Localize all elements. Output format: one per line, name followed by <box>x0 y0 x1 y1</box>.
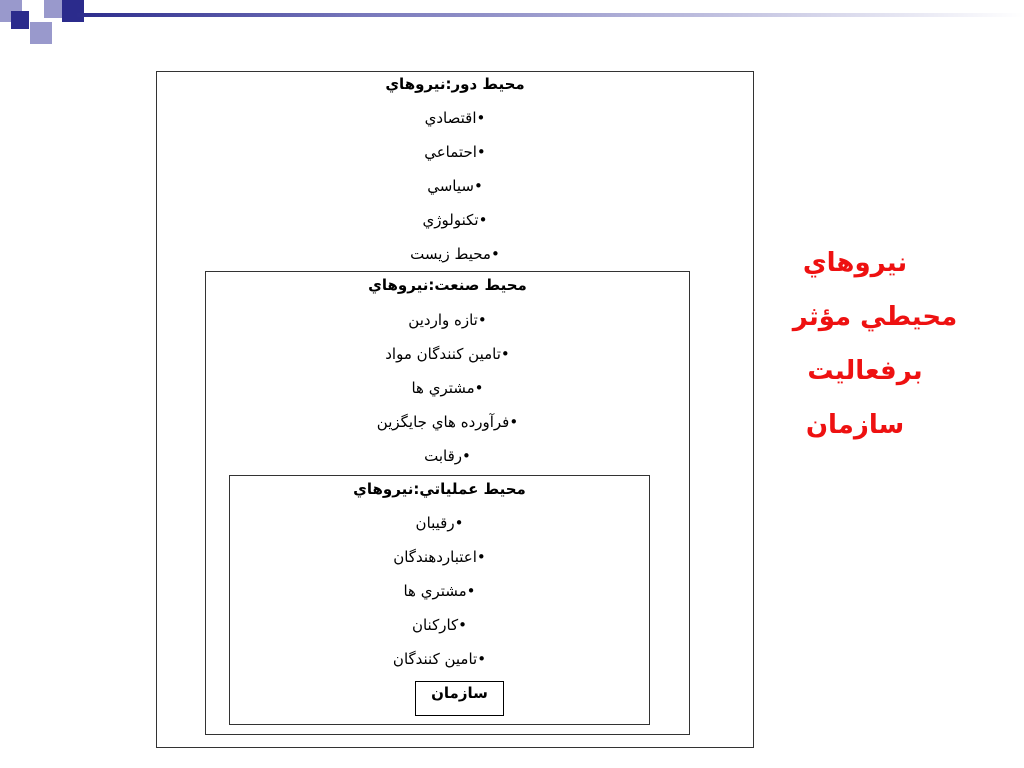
side-caption-line: سازمان <box>805 410 905 440</box>
remote-item: •سياسي <box>427 177 483 195</box>
industry-item: •فرآورده هاي جايگزين <box>376 413 519 431</box>
remote-item: •احتماعي <box>424 143 486 161</box>
remote-item: •تكنولوژي <box>422 211 488 229</box>
industry-item: •تازه واردين <box>408 311 487 329</box>
remote-item: •اقتصادي <box>424 109 486 127</box>
side-caption-line: محيطي مؤثر <box>792 302 958 332</box>
organization-box <box>415 681 504 716</box>
corner-square <box>44 0 62 18</box>
corner-square <box>30 22 52 44</box>
side-caption-line: برفعاليت <box>807 356 923 386</box>
side-caption-line: نيروهاي <box>802 248 908 278</box>
industry-item: •تامين كنندگان مواد <box>385 345 510 363</box>
operational-item: •رقيبان <box>415 514 464 532</box>
industry-item: •مشتري ها <box>411 379 484 397</box>
remote-item: •محيط زيست <box>410 245 500 263</box>
organization-label: سازمان <box>431 684 488 702</box>
industry-item: •رقابت <box>424 447 471 465</box>
corner-square <box>62 0 84 22</box>
operational-item: •كاركنان <box>411 616 468 634</box>
remote-environment-title: محيط دور:نيروهاي <box>385 75 525 93</box>
operational-environment-title: محيط عملياتي:نيروهاي <box>353 480 526 498</box>
operational-item: •تامين كنندگان <box>392 650 487 668</box>
operational-item: •مشتري ها <box>403 582 476 600</box>
industry-environment-title: محيط صنعت:نيروهاي <box>368 276 527 294</box>
header-gradient-bar <box>75 13 1024 17</box>
corner-square <box>11 11 29 29</box>
operational-item: •اعتباردهندگان <box>393 548 486 566</box>
